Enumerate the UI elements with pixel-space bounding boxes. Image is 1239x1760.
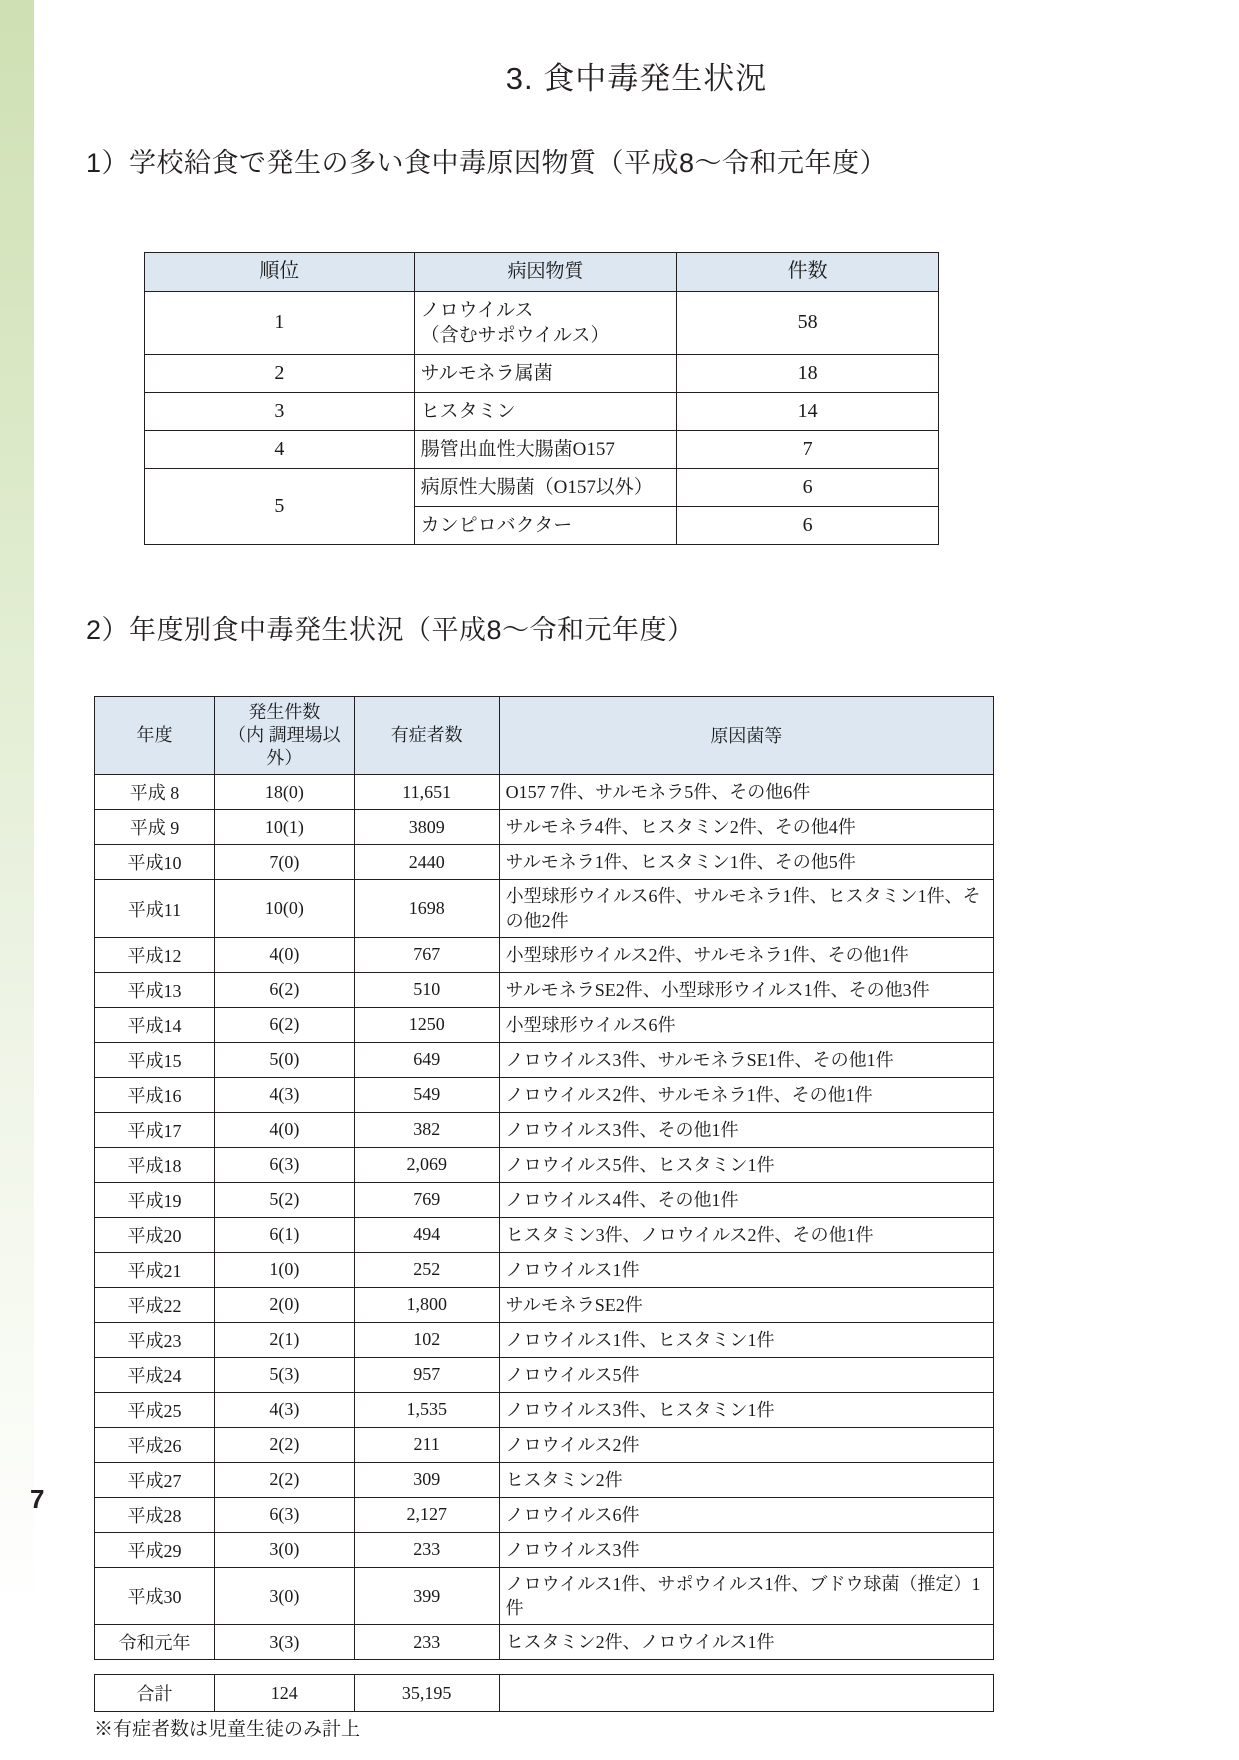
table-row [95, 1217, 994, 1252]
table-header-row [145, 253, 939, 292]
cell-persons: 252 [354, 1252, 499, 1287]
table-row [95, 1007, 994, 1042]
agent-main: ノロウイルス [420, 299, 534, 321]
cell-cases: 2(1) [214, 1322, 354, 1357]
cell-cases: 6(2) [214, 972, 354, 1007]
col-header-agent: 病因物質 [414, 253, 677, 292]
cell-persons: 233 [354, 1532, 499, 1567]
table-2-body [95, 775, 994, 1660]
cell-cause: ノロウイルス3件、サルモネラSE1件、その他1件 [499, 1042, 993, 1077]
cell-year: 平成27 [95, 1462, 215, 1497]
cell-year: 平成24 [95, 1357, 215, 1392]
cell-count: 6 [677, 468, 939, 506]
cell-year: 平成14 [95, 1007, 215, 1042]
table-row [95, 1112, 994, 1147]
cell-total-cases: 124 [214, 1675, 354, 1712]
cell-persons: 767 [354, 937, 499, 972]
cell-persons: 1,800 [354, 1287, 499, 1322]
table-row [95, 1532, 994, 1567]
table-header-row [95, 697, 994, 775]
total-row-table [94, 1674, 994, 1712]
cell-cause: 小型球形ウイルス6件、サルモネラ1件、ヒスタミン1件、その他2件 [499, 880, 993, 938]
cell-year: 平成22 [95, 1287, 215, 1322]
table-row [95, 1567, 994, 1625]
cell-cases: 3(3) [214, 1625, 354, 1660]
cell-cases: 18(0) [214, 775, 354, 810]
table-row [95, 1042, 994, 1077]
cell-year: 平成 8 [95, 775, 215, 810]
cell-cases: 10(0) [214, 880, 354, 938]
cell-cause: 小型球形ウイルス2件、サルモネラ1件、その他1件 [499, 937, 993, 972]
cell-year: 平成30 [95, 1567, 215, 1625]
cell-persons: 102 [354, 1322, 499, 1357]
table-1-body [145, 291, 939, 545]
cell-agent: カンピロバクター [414, 507, 677, 545]
cell-year: 平成21 [95, 1252, 215, 1287]
cell-cause: ヒスタミン3件、ノロウイルス2件、その他1件 [499, 1217, 993, 1252]
cell-persons: 649 [354, 1042, 499, 1077]
section-1-heading: 1）学校給食で発生の多い食中毒原因物質（平成8〜令和元年度） [86, 148, 888, 178]
cell-year: 平成28 [95, 1497, 215, 1532]
cell-year: 平成20 [95, 1217, 215, 1252]
cell-cases: 7(0) [214, 845, 354, 880]
cell-persons: 11,651 [354, 775, 499, 810]
page-number: 7 [30, 1484, 45, 1514]
col-header-cases [214, 697, 354, 775]
cell-year: 平成11 [95, 880, 215, 938]
cell-cause: ノロウイルス3件、ヒスタミン1件 [499, 1392, 993, 1427]
cell-count: 14 [677, 392, 939, 430]
cell-cause: ノロウイルス6件 [499, 1497, 993, 1532]
cell-cases: 6(3) [214, 1497, 354, 1532]
cell-rank: 3 [145, 392, 415, 430]
document-page [34, 0, 1239, 1760]
table-row [145, 430, 939, 468]
cell-agent [414, 291, 677, 354]
table-row [95, 1462, 994, 1497]
cell-persons: 382 [354, 1112, 499, 1147]
col-header-year: 年度 [95, 697, 215, 775]
table-row [95, 1625, 994, 1660]
cell-cause: ノロウイルス5件 [499, 1357, 993, 1392]
cell-year: 平成18 [95, 1147, 215, 1182]
cell-year: 平成23 [95, 1322, 215, 1357]
table-2-container [34, 647, 1239, 1660]
table-2-header [95, 697, 994, 775]
cell-cause: ノロウイルス1件、サポウイルス1件、ブドウ球菌（推定）1件 [499, 1567, 993, 1625]
cell-persons: 494 [354, 1217, 499, 1252]
cell-persons: 2440 [354, 845, 499, 880]
cell-year: 平成 9 [95, 810, 215, 845]
table-row [95, 845, 994, 880]
col-header-rank: 順位 [145, 253, 415, 292]
col-header-persons: 有症者数 [354, 697, 499, 775]
cell-cause: ヒスタミン2件 [499, 1462, 993, 1497]
cell-year: 平成10 [95, 845, 215, 880]
cell-persons: 957 [354, 1357, 499, 1392]
table-row [95, 972, 994, 1007]
cell-rank: 2 [145, 354, 415, 392]
table-row [145, 291, 939, 354]
page-title: 3. 食中毒発生状況 [505, 61, 768, 96]
cell-persons: 2,127 [354, 1497, 499, 1532]
cell-total-persons: 35,195 [354, 1675, 499, 1712]
section-2-heading: 2）年度別食中毒発生状況（平成8〜令和元年度） [86, 615, 695, 646]
table-row [95, 1427, 994, 1462]
cell-persons: 309 [354, 1462, 499, 1497]
footnote-text: ※有症者数は児童生徒のみ計上 [94, 1719, 361, 1741]
cell-cause: ノロウイルス3件、その他1件 [499, 1112, 993, 1147]
table-row [95, 1182, 994, 1217]
cell-year: 平成26 [95, 1427, 215, 1462]
cell-total-label: 合計 [95, 1675, 215, 1712]
cell-rank: 1 [145, 291, 415, 354]
table-row [95, 1357, 994, 1392]
cell-persons: 2,069 [354, 1147, 499, 1182]
cell-cases: 5(0) [214, 1042, 354, 1077]
cell-cases: 4(0) [214, 1112, 354, 1147]
cell-cases: 5(2) [214, 1182, 354, 1217]
cell-cause: ノロウイルス3件 [499, 1532, 993, 1567]
cell-cases: 6(1) [214, 1217, 354, 1252]
cell-persons: 3809 [354, 810, 499, 845]
total-table-body [95, 1675, 994, 1712]
table-row [95, 937, 994, 972]
cell-rank: 5 [145, 468, 415, 544]
cell-cases: 3(0) [214, 1567, 354, 1625]
cell-cases: 6(3) [214, 1147, 354, 1182]
cell-count: 7 [677, 430, 939, 468]
cell-rank: 4 [145, 430, 415, 468]
cell-count: 6 [677, 507, 939, 545]
cell-persons: 1698 [354, 880, 499, 938]
table-row [95, 1392, 994, 1427]
cell-cause: サルモネラSE2件、小型球形ウイルス1件、その他3件 [499, 972, 993, 1007]
cell-cause: ノロウイルス2件、サルモネラ1件、その他1件 [499, 1077, 993, 1112]
cell-cause: 小型球形ウイルス6件 [499, 1007, 993, 1042]
cell-year: 平成25 [95, 1392, 215, 1427]
cell-year: 平成29 [95, 1532, 215, 1567]
cell-year: 平成13 [95, 972, 215, 1007]
cell-persons: 1,535 [354, 1392, 499, 1427]
cell-year: 平成15 [95, 1042, 215, 1077]
cases-header-line1: 発生件数 [248, 702, 321, 723]
table-1-container [34, 180, 1239, 545]
cell-cause: サルモネラ4件、ヒスタミン2件、その他4件 [499, 810, 993, 845]
cell-agent: ヒスタミン [414, 392, 677, 430]
cell-year: 平成19 [95, 1182, 215, 1217]
table-row-total [95, 1675, 994, 1712]
cell-cause: ヒスタミン2件、ノロウイルス1件 [499, 1625, 993, 1660]
yearly-food-poisoning-table [94, 696, 994, 1660]
table-row [95, 1322, 994, 1357]
cell-agent: 腸管出血性大腸菌O157 [414, 430, 677, 468]
cell-cause: ノロウイルス5件、ヒスタミン1件 [499, 1147, 993, 1182]
cell-year: 令和元年 [95, 1625, 215, 1660]
cell-agent: サルモネラ属菌 [414, 354, 677, 392]
cell-cause: サルモネラSE2件 [499, 1287, 993, 1322]
cell-cause: ノロウイルス2件 [499, 1427, 993, 1462]
table-row [95, 1287, 994, 1322]
total-table-container [34, 1660, 1239, 1712]
cell-year: 平成16 [95, 1077, 215, 1112]
cell-cause: サルモネラ1件、ヒスタミン1件、その他5件 [499, 845, 993, 880]
cell-agent: 病原性大腸菌（O157以外） [414, 468, 677, 506]
cell-cases: 2(2) [214, 1427, 354, 1462]
cell-cases: 5(3) [214, 1357, 354, 1392]
cell-cause: ノロウイルス1件 [499, 1252, 993, 1287]
decorative-side-bar [0, 0, 34, 1760]
cell-year: 平成12 [95, 937, 215, 972]
cell-cases: 10(1) [214, 810, 354, 845]
table-row [145, 392, 939, 430]
causative-agents-table [144, 252, 939, 545]
cell-cases: 6(2) [214, 1007, 354, 1042]
cell-persons: 510 [354, 972, 499, 1007]
table-row [145, 354, 939, 392]
col-header-count: 件数 [677, 253, 939, 292]
table-row [95, 880, 994, 938]
table-1-header [145, 253, 939, 292]
table-row [95, 1077, 994, 1112]
col-header-cause: 原因菌等 [499, 697, 993, 775]
cell-persons: 1250 [354, 1007, 499, 1042]
table-row [145, 468, 939, 506]
cell-persons: 233 [354, 1625, 499, 1660]
cell-count: 18 [677, 354, 939, 392]
table-row [95, 1497, 994, 1532]
cell-cause: ノロウイルス1件、ヒスタミン1件 [499, 1322, 993, 1357]
cell-persons: 549 [354, 1077, 499, 1112]
cell-cases: 4(3) [214, 1392, 354, 1427]
cell-cases: 3(0) [214, 1532, 354, 1567]
cell-year: 平成17 [95, 1112, 215, 1147]
cell-cases: 4(0) [214, 937, 354, 972]
cell-cause: ノロウイルス4件、その他1件 [499, 1182, 993, 1217]
cell-cases: 4(3) [214, 1077, 354, 1112]
cell-persons: 211 [354, 1427, 499, 1462]
cell-cases: 2(0) [214, 1287, 354, 1322]
table-row [95, 1147, 994, 1182]
table-row [95, 1252, 994, 1287]
table-row [95, 775, 994, 810]
agent-sub: （含むサポウイルス） [420, 324, 610, 346]
cell-cases: 1(0) [214, 1252, 354, 1287]
cases-header-line2: （内 調理場以外） [228, 725, 341, 769]
cell-total-cause [499, 1675, 993, 1712]
cell-persons: 399 [354, 1567, 499, 1625]
cell-persons: 769 [354, 1182, 499, 1217]
cell-cause: O157 7件、サルモネラ5件、その他6件 [499, 775, 993, 810]
cell-cases: 2(2) [214, 1462, 354, 1497]
cell-count: 58 [677, 291, 939, 354]
table-row [95, 810, 994, 845]
